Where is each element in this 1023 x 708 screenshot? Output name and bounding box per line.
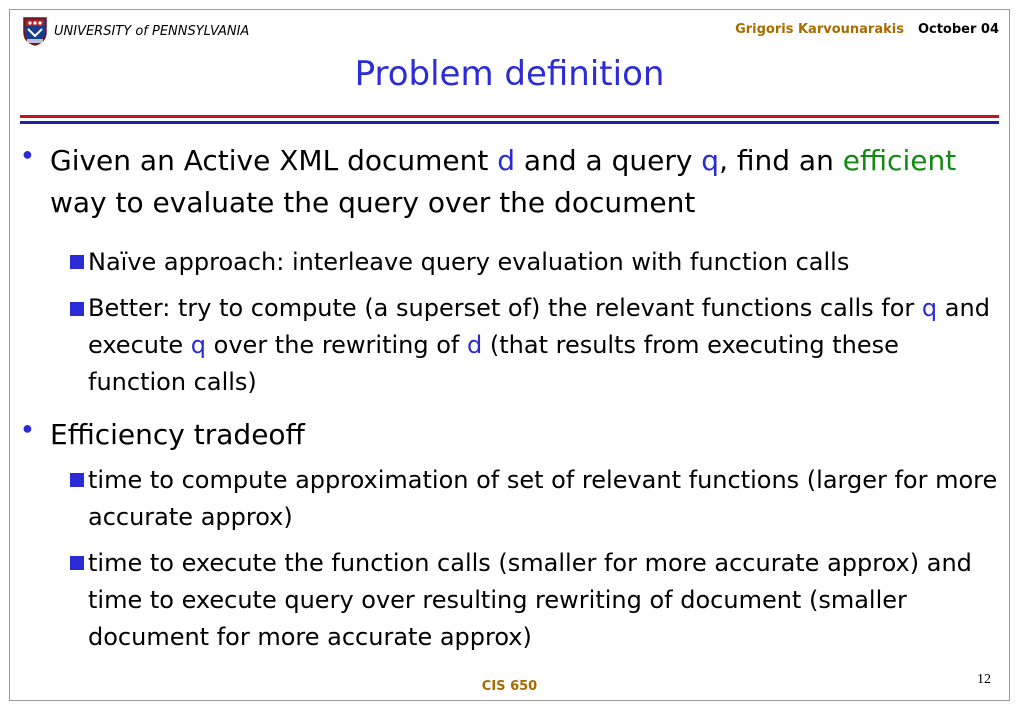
bullet-item-2: Efficiency tradeoff <box>50 418 305 451</box>
bullet-1-text: way to evaluate the query over the document <box>50 186 696 219</box>
author-name: Grigoris Karvounarakis <box>735 22 904 37</box>
square-bullet-icon <box>70 556 84 570</box>
slide <box>9 9 1010 701</box>
slide-title: Problem definition <box>354 54 665 94</box>
square-bullet-icon <box>70 473 84 487</box>
sub-bullet-1b-var-q: q <box>190 331 207 359</box>
sub-bullet-2b: time to execute the function calls (smaller for more accurate approx) and time to execute query over resulting rewriting of document (smaller document for more accurate approx) <box>88 549 972 651</box>
square-bullet-icon <box>70 255 84 269</box>
sub-bullet-1a: Naïve approach: interleave query evaluation with function calls <box>88 248 850 276</box>
bullet-1-var-q: q <box>701 144 720 177</box>
university-name: UNIVERSITY of PENNSYLVANIA <box>54 23 250 39</box>
sub-bullet-1b-text: Better: try to compute (a superset of) the relevant functions calls for <box>88 294 922 322</box>
header-right <box>735 22 999 37</box>
bullet-1-text: , find an <box>719 144 843 177</box>
bullet-1-text: Given an Active XML document <box>50 144 498 177</box>
bullet-1-var-d: d <box>497 144 516 177</box>
sub-bullet-1b-var-d: d <box>467 331 483 359</box>
bullet-dot-icon: ● <box>22 144 33 164</box>
title-rule-blue <box>20 121 999 124</box>
sub-bullet-1b-text: (that results from executing these function calls) <box>88 331 899 396</box>
title-rule-red <box>20 115 999 118</box>
presentation-date: October 04 <box>917 22 999 37</box>
bullet-item-1 <box>50 140 1000 224</box>
sub-bullet-1b-var-q: q <box>921 294 938 322</box>
square-bullet-icon <box>70 302 84 316</box>
bullet-dot-icon: ● <box>22 418 33 438</box>
sub-bullet-2a: time to compute approximation of set of relevant functions (larger for more accurate approx) <box>88 466 998 531</box>
bullet-1-text: and a query <box>515 144 702 177</box>
header-left <box>22 16 249 46</box>
bullet-1-emphasis: efficient <box>842 144 957 177</box>
sub-bullet-1b <box>88 290 1003 401</box>
penn-crest-icon <box>22 16 48 46</box>
course-label: CIS 650 <box>481 679 538 694</box>
sub-bullet-1b-text: and execute <box>88 294 990 359</box>
sub-bullet-1b-text: over the rewriting of <box>206 331 468 359</box>
page-number: 12 <box>977 672 991 687</box>
